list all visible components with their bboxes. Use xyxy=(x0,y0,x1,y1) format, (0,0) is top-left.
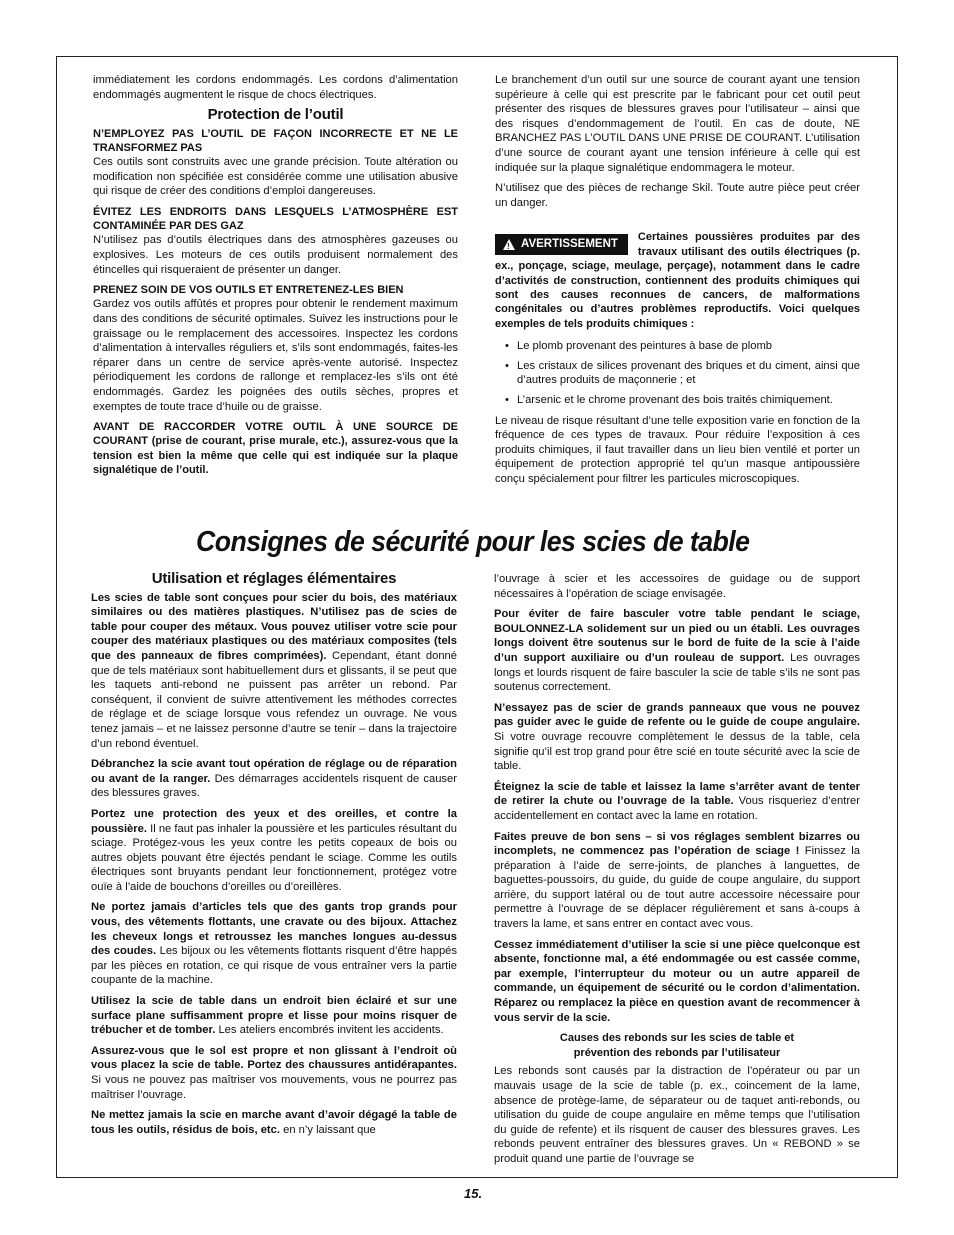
text: Les ateliers encombrés invitent les accidents. xyxy=(215,1024,444,1037)
paragraph: immédiatement les cordons endommagés. Les cordons d’alimentation endommagés augmentent le risque de chocs électriques. xyxy=(93,74,458,101)
text: Vous risqueriez d’entrer accidentellement en contact avec la lame en rotation. xyxy=(494,795,860,822)
subheading: ÉVITEZ LES ENDROITS DANS LESQUELS L’ATMOSPHÈRE EST CONTAMINÉE PAR DES GAZ xyxy=(93,205,458,233)
list-item: • Les cristaux de silices provenant des briques et du ciment, ainsi que d’autres produits de maçonnerie ; et xyxy=(507,359,860,388)
column-bottom-right xyxy=(494,572,860,1173)
heading-basic-use: Utilisation et réglages élémentaires xyxy=(151,570,397,587)
warning-icon xyxy=(503,239,515,250)
paragraph xyxy=(91,591,457,752)
paragraph xyxy=(91,994,457,1038)
paragraph xyxy=(91,807,457,895)
page-number: 15. xyxy=(464,1186,483,1201)
paragraph xyxy=(494,938,860,1026)
paragraph xyxy=(494,830,860,932)
bold-text: Les scies de table sont conçues pour scier du bois, des matériaux similaires ou des matières plastiques. N’utilisez pas de scies de table pour couper des métaux. Vous pouvez utiliser votre scie pour couper des matériaux plastiques ou des matériaux composites (tels que des panneaux de fibres comprimées). xyxy=(91,591,457,662)
text: Les ouvrages longs et lourds risquent de faire basculer la scie de table s’ils ne sont pas soutenus correctement. xyxy=(494,651,861,694)
paragraph: Les rebonds sont causés par la distraction de l’opérateur ou par un mauvais usage de la scie de table (p. ex., coincement de la lame, absence de protège-lame, de séparateur ou de taquet anti-rebonds, ou utilisation du guide de coupe angulaire en même temps que l’utilisation du guide de refente) et ils risquent de causer des blessures graves. Les rebonds peuvent entraîner des blessures graves. Un « REBOND » se produit quand une partie de l’ouvrage se xyxy=(494,1065,860,1165)
paragraph: N’utilisez que des pièces de rechange Skil. Toute autre pièce peut créer un danger. xyxy=(495,182,860,209)
bold-text: Utilisez la scie de table dans un endroit bien éclairé et sur une surface plane suffisamment propre et lisse pour moins risquer de trébucher et de tomber. xyxy=(91,995,457,1037)
warning-badge xyxy=(495,234,628,254)
heading-tool-protection: Protection de l’outil xyxy=(207,106,344,124)
bold-text: Ne mettez jamais la scie en marche avant d’avoir dégagé la table de tous les outils, résidus de bois, etc. xyxy=(91,1109,457,1136)
paragraph: Ces outils sont construits avec une grande précision. Toute altération ou modification non spécifiée est considérée comme une utilisation abusive qui risque de créer des conditions d’emploi dangereuses. xyxy=(93,156,458,198)
paragraph xyxy=(494,607,860,695)
bold-text: Débranchez la scie avant tout opération de réglage ou de réparation ou avant de la ranger. xyxy=(91,758,457,785)
text: en n’y laissant que xyxy=(280,1123,376,1136)
paragraph xyxy=(91,1108,457,1137)
paragraph: l’ouvrage à scier et les accessoires de guidage ou de support nécessaires à l’opération de sciage envisagée. xyxy=(494,573,860,600)
bold-text: N’essayez pas de scier de grands panneaux que vous ne pouvez pas guider avec le guide de refente ou le guide de coupe angulaire. xyxy=(494,701,860,729)
subheading-line: prévention des rebonds par l’utilisateur xyxy=(573,1046,781,1059)
warning-label: AVERTISSEMENT xyxy=(521,238,618,251)
chemical-list xyxy=(495,339,860,407)
bold-text: Portez une protection des yeux et des oreilles, et contre la poussière. xyxy=(91,807,457,835)
list-item: • L’arsenic et le chrome provenant des bois traités chimiquement. xyxy=(507,393,860,408)
bold-text: Assurez-vous que le sol est propre et non glissant à l’endroit où vous placez la scie de table. Portez des chaussures antidérapantes. xyxy=(91,1044,457,1072)
subheading-kickback xyxy=(494,1031,860,1060)
column-top-left xyxy=(93,73,458,477)
paragraph xyxy=(91,757,457,801)
subheading: AVANT DE RACCORDER VOTRE OUTIL À UNE SOURCE DE COURANT (prise de courant, prise murale, etc.), assurez-vous que la tension est bien la même que celle qui est indiquée sur la plaque signalétique de l’outil. xyxy=(93,421,458,476)
paragraph xyxy=(494,780,860,824)
warning-text: Certaines poussières produites par des travaux utilisant des outils électriques (p. ex., ponçage, sciage, meulage, perçage), notamment dans le cadre d’activités de construction, contiennent des produits chimiques qui sont des causes reconnues de cancers, de malformations congénitales ou d’autres problèmes reproductifs. Voici quelques exemples de tels produits chimiques : xyxy=(495,231,860,330)
subheading: N’EMPLOYEZ PAS L’OUTIL DE FAÇON INCORRECTE ET NE LE TRANSFORMEZ PAS xyxy=(93,127,458,154)
subheading: PRENEZ SOIN DE VOS OUTILS ET ENTRETENEZ-LES BIEN xyxy=(93,284,404,297)
warning-block xyxy=(495,230,860,331)
bold-text: Ne portez jamais d’articles tels que des gants trop grands pour vous, des vêtements flottants, une cravate ou des bijoux. Attachez les cheveux longs et retroussez les manches longues au-dessus des coudes. xyxy=(91,901,457,958)
text: Des démarrages accidentels risquent de causer des blessures graves. xyxy=(91,772,457,800)
bold-text: Éteignez la scie de table et laissez la lame s’arrêter avant de tenter de retirer la chute ou l’ouvrage de la table. xyxy=(494,780,860,808)
column-top-right xyxy=(495,73,860,493)
text: Il ne faut pas inhaler la poussière et les particules résultant du sciage. Protégez-vous les yeux contre les petits copeaux de bois ou autres objets pouvant être éjectés pendant le sciage. Comme les outils électriques sont bruyants pendant leur fonctionnement, protégez votre ouïe à l’aide de bouchons d’oreilles ou d’oreillères. xyxy=(91,822,457,893)
section-title: Consignes de sécurité pour les scies de table xyxy=(196,526,750,558)
paragraph: Le niveau de risque résultant d’une telle exposition varie en fonction de la fréquence de ces types de travaux. Pour réduire l’exposition à ces produits chimiques, il faut travailler dans un lieu bien ventilé et porter un équipement de protection approprié tel qu’un masque antipoussière conçu spécialement pour filtrer les particules microscopiques. xyxy=(495,414,860,485)
column-bottom-left xyxy=(91,572,457,1143)
bold-text: Cessez immédiatement d’utiliser la scie si une pièce quelconque est absente, fonctionne mal, a été endommagée ou est cassée comme, par exemple, l’interrupteur du moteur ou un autre appareil de commande, un équipement de sécurité ou le cordon d’alimentation. Réparez ou remplacez la pièce en question avant de recommencer à vous servir de la scie. xyxy=(494,938,860,1024)
text: Les bijoux ou les vêtements flottants risquent d’être happés par les pièces en rotation, ce qui risque de vous entraîner vers la partie coupante de la machine. xyxy=(91,945,457,987)
paragraph: N’utilisez pas d’outils électriques dans des atmosphères gazeuses ou explosives. Les moteurs de ces outils produisent normalement des étincelles qui risqueraient de présenter un danger. xyxy=(93,234,458,276)
bold-text: Faites preuve de bon sens – si vos réglages semblent bizarres ou incomplets, ne commencez pas l’opération de sciage ! xyxy=(494,830,860,858)
paragraph: Le branchement d’un outil sur une source de courant ayant une tension supérieure à celle qui est prescrite par le fabricant pour cet outil peut présenter des risques de blessures graves pour l’utilisateur – ainsi que des risques d’endommagement de l’outil. En cas de doute, NE BRANCHEZ PAS L’OUTIL DANS UNE PRISE DE COURANT. L’utilisation d’une source de courant ayant une tension inférieure à celle qui est indiquée sur la plaque signalétique endommagera le moteur. xyxy=(495,74,860,174)
paragraph xyxy=(91,900,457,988)
list-item: • Le plomb provenant des peintures à base de plomb xyxy=(507,339,860,354)
text: Cependant, étant donné que de tels matériaux sont habituellement durs et glissants, il se peut que les taquets anti-rebond ne puissent pas arrêter un rebond. Par conséquent, il convient de suivre attentivement les méthodes correctes de réglage et de sciage lorsque vous refendez un ouvrage. Ne vous tenez jamais – et ne laissez personne d’autre se tenir – dans la trajectoire d’un rebond éventuel. xyxy=(91,649,457,750)
paragraph xyxy=(494,701,860,774)
text: Si vous ne pouvez pas maîtriser vos mouvements, vous ne pourrez pas maîtriser l’ouvrage. xyxy=(91,1074,457,1101)
paragraph: Gardez vos outils affûtés et propres pour obtenir le rendement maximum dans des conditions de sécurité optimales. Suivez les instructions pour le graissage ou le remplacement des accessoires. Inspectez les cordons d’alimentation à intervalles réguliers et, s’ils sont endommagés, faites-les réparer dans un centre de service après-vente autorisé. Inspectez périodiquement les cordons de rallonge et remplacez-les s’ils ont été endommagés. Gardez les poignées des outils sèches, propres et exemptes de toute trace d’huile ou de graisse. xyxy=(93,298,458,413)
subheading-line: Causes des rebonds sur les scies de table et xyxy=(559,1032,795,1045)
text: Si votre ouvrage recouvre complètement le dessus de la table, cela signifie qu’il est trop grand pour être scié en toute sécurité avec la scie de table. xyxy=(494,730,860,773)
bold-text: Pour éviter de faire basculer votre table pendant le sciage, BOULONNEZ-LA solidement sur un pied ou un établi. Les ouvrages longs doivent être soutenus sur le bord de fuite de la scie à l’aide d’un support auxiliaire ou d’un rouleau de support. xyxy=(494,608,860,664)
paragraph xyxy=(91,1044,457,1102)
text: Finissez la préparation à l’aide de serre-joints, de planches à languettes, de baguettes-poussoirs, du guide, du guide de coupe angulaire, du support arrière, du support latéral ou de tout autre accessoire nécessaire pour permettre à l’ouvrage de se déplacer régulièrement et sans à-coups à travers la lame, et sans entrer en contact avec vous. xyxy=(494,845,860,931)
